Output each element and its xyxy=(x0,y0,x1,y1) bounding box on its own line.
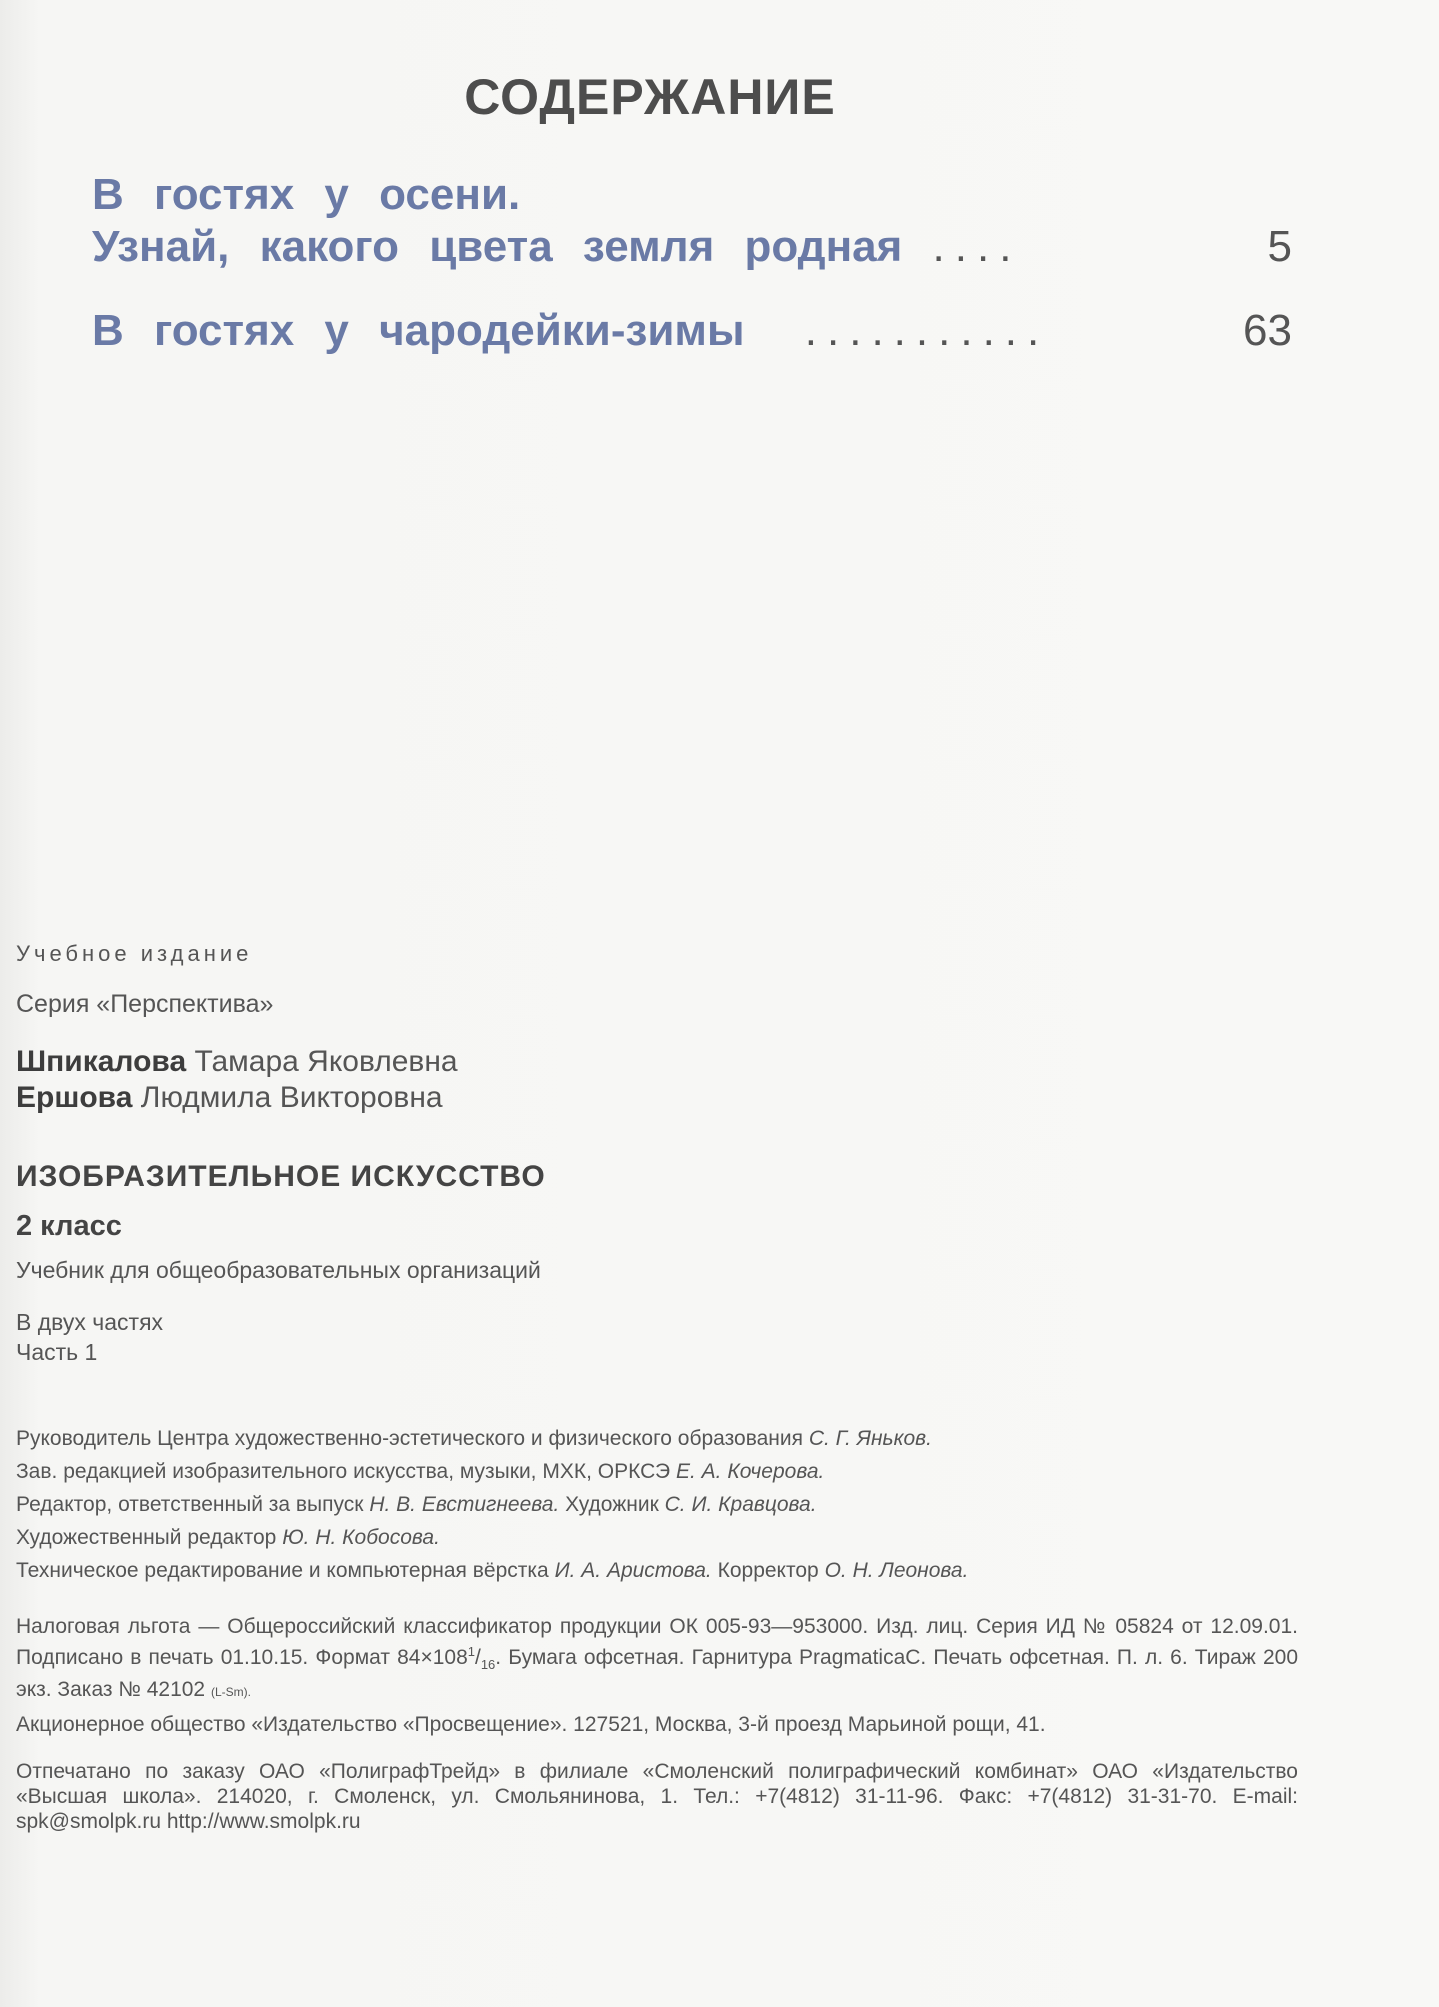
staff-list xyxy=(16,1422,1316,1587)
author-2 xyxy=(16,1081,1316,1115)
edition-type: Учебное издание xyxy=(16,941,253,966)
staff-line-2: Зав. редакцией изобразительного искусства, музыки, МХК, ОРКСЭ Е. А. Кочерова. xyxy=(16,1460,825,1483)
toc-entry-1-dots: .... xyxy=(932,222,1022,271)
parts: В двух частях xyxy=(16,1309,164,1335)
toc-entry-1-line1: В гостях у осени. xyxy=(92,170,521,219)
staff-line-4: Художественный редактор Ю. Н. Кобосова. xyxy=(16,1526,440,1549)
printer: Отпечатано по заказу ОАО «ПолиграфТрейд» в филиале «Смоленский полиграфический комбинат» ОАО «Издательство «Высшая школа». 214020, г. Смоленск, ул. Смольянинова, 1. Тел.: +7(4812) 31-11-96. Факс: +7(4812) 31-31-70. E-mail: spk@smolpk.ru http://www.smolpk.ru xyxy=(16,1760,1298,1833)
staff-line-1: Руководитель Центра художественно-эстетического и физического образования С. Г. Яньков. xyxy=(16,1427,932,1450)
author-2-surname: Ершова xyxy=(16,1081,133,1114)
toc-entry-2-title: В гостях у чародейки-зимы xyxy=(92,306,745,355)
toc-entry-1-page: 5 xyxy=(1267,222,1292,271)
author-1-name: Тамара Яковлевна xyxy=(194,1045,458,1078)
toc-title: СОДЕРЖАНИЕ xyxy=(464,69,836,125)
author-1 xyxy=(16,1045,1316,1079)
grade: 2 класс xyxy=(16,1210,122,1242)
part: Часть 1 xyxy=(16,1339,98,1365)
author-2-name: Людмила Викторовна xyxy=(140,1081,443,1114)
author-1-surname: Шпикалова xyxy=(16,1045,187,1078)
toc-entry-2-page: 63 xyxy=(1243,306,1292,355)
staff-line-3: Редактор, ответственный за выпуск Н. В. Евстигнеева. Художник С. И. Кравцова. xyxy=(16,1493,817,1516)
toc-entry-1-title: Узнай, какого цвета земля родная xyxy=(92,222,903,271)
book-title: ИЗОБРАЗИТЕЛЬНОЕ ИСКУССТВО xyxy=(16,1160,546,1193)
subtitle: Учебник для общеобразовательных организаций xyxy=(16,1257,541,1283)
toc-entry-2-dots: ........... xyxy=(804,306,1050,355)
toc-entry-2[interactable] xyxy=(92,306,1292,356)
tech-details: Налоговая льгота — Общероссийский классификатор продукции ОК 005-93—953000. Изд. лиц. Серия ИД № 05824 от 12.09.01. Подписано в печать 01.10.15. Формат $84\times 108^1/_{16}$. Бумага офсетная. Гарнитура PragmaticaC. Печать офсетная. П. л. 6. Тираж 200 экз. Заказ № 42102 (L-Sm). xyxy=(16,1615,1298,1702)
staff-line-5: Техническое редактирование и компьютерная вёрстка И. А. Аристова. Корректор О. Н. Леонова. xyxy=(16,1559,969,1582)
series: Серия «Перспектива» xyxy=(16,990,274,1018)
toc-entry-1-line2[interactable] xyxy=(92,222,1292,272)
publisher: Акционерное общество «Издательство «Просвещение». 127521, Москва, 3-й проезд Марьиной рощи, 41. xyxy=(16,1713,1046,1736)
